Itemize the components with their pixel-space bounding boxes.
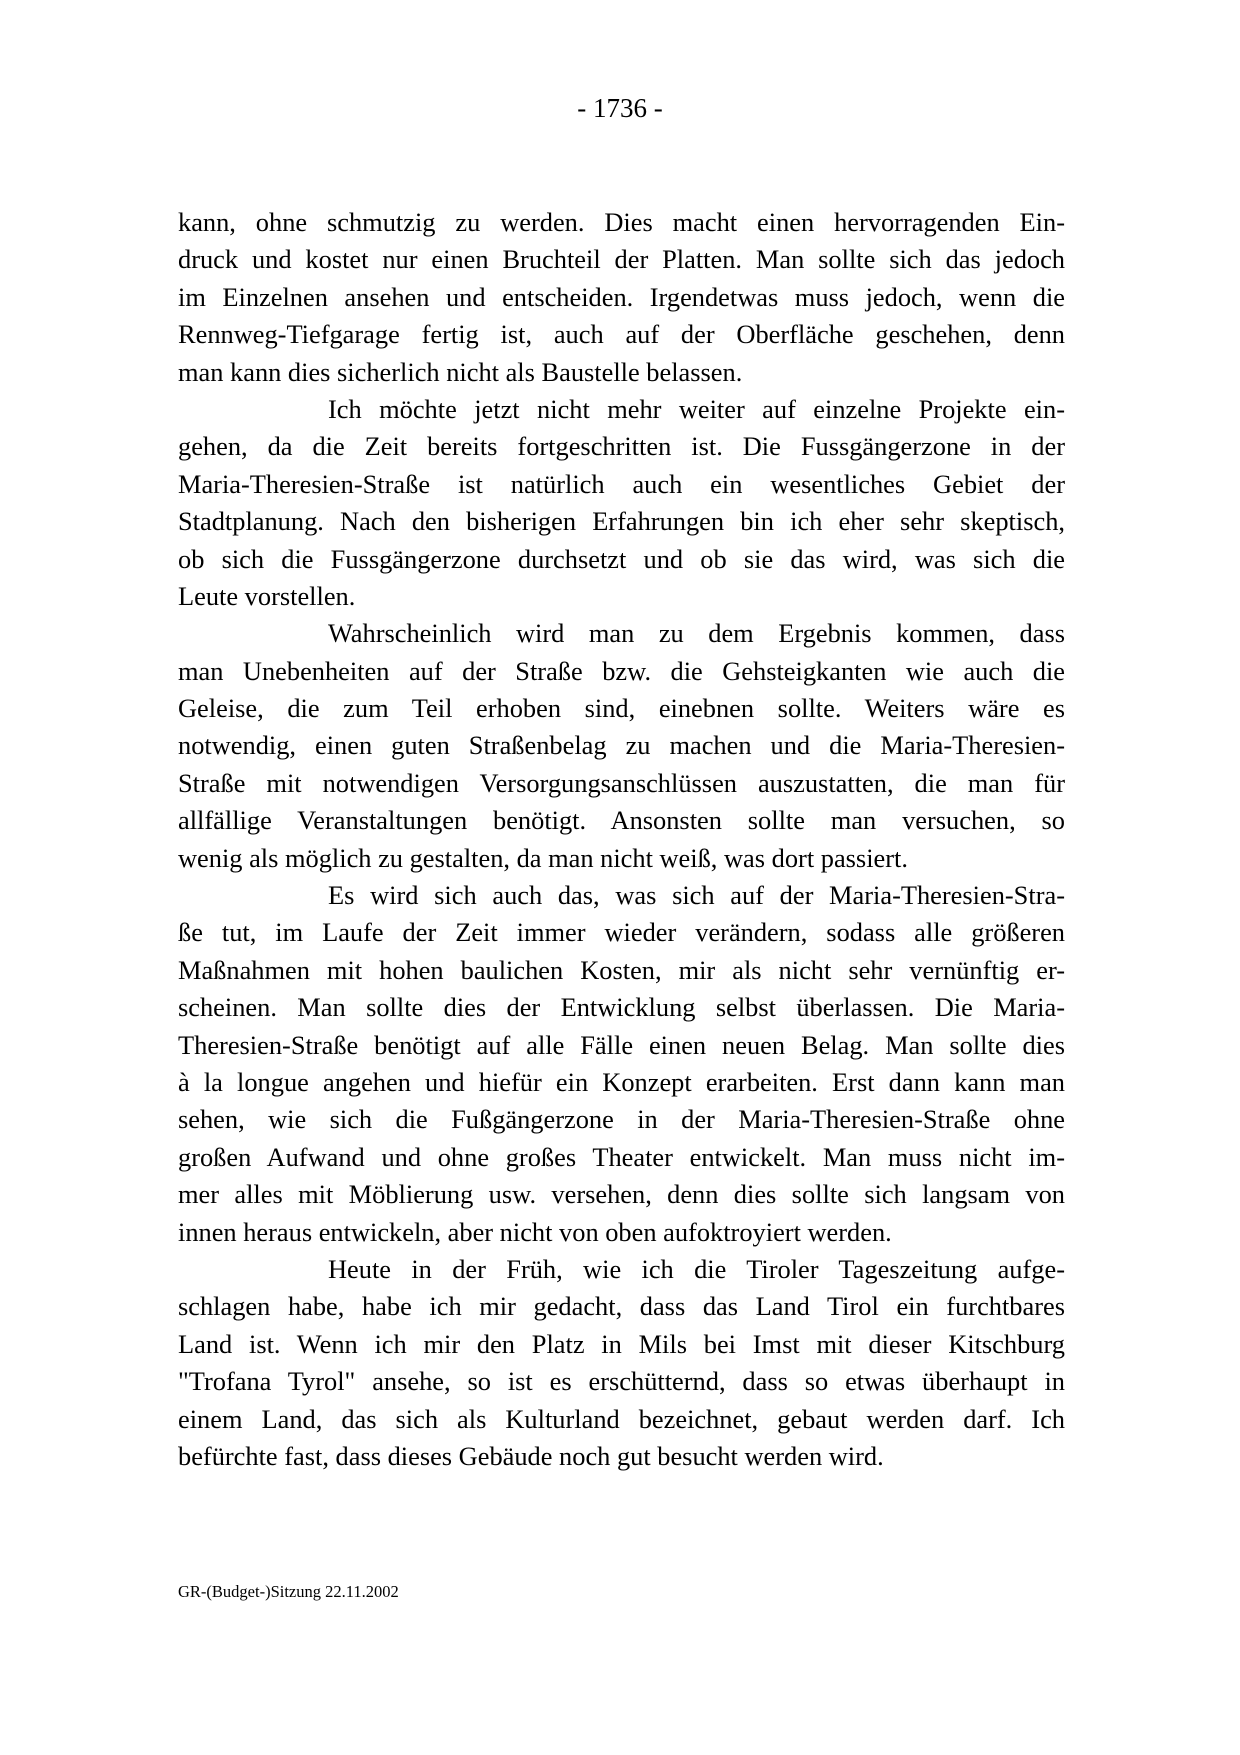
text-line: Leute vorstellen. <box>178 580 356 611</box>
text-line: à la longue angehen und hiefür ein Konzept erarbeiten. Erst dann kann man <box>178 1066 1065 1097</box>
text-line: gehen, da die Zeit bereits fortgeschritten ist. Die Fussgängerzone in der <box>178 431 1065 462</box>
text-line: man Unebenheiten auf der Straße bzw. die Gehsteigkanten wie auch die <box>178 655 1065 686</box>
paragraph-5 <box>178 1251 1065 1475</box>
body-text <box>178 204 1065 1475</box>
paragraph-3 <box>178 615 1065 877</box>
footer-session-label: GR-(Budget-)Sitzung 22.11.2002 <box>178 1582 399 1601</box>
text-line: Wahrscheinlich wird man zu dem Ergebnis kommen, dass <box>328 618 1065 649</box>
text-line: ob sich die Fussgängerzone durchsetzt und ob sie das wird, was sich die <box>178 543 1065 574</box>
text-line: schlagen habe, habe ich mir gedacht, dass das Land Tirol ein furchtbares <box>178 1291 1065 1322</box>
text-line: wenig als möglich zu gestalten, da man nicht weiß, was dort passiert. <box>178 842 908 873</box>
text-line: sehen, wie sich die Fußgängerzone in der Maria-Theresien-Straße ohne <box>178 1104 1065 1135</box>
text-line: Land ist. Wenn ich mir den Platz in Mils bei Imst mit dieser Kitschburg <box>178 1328 1065 1359</box>
text-line: Geleise, die zum Teil erhoben sind, einebnen sollte. Weiters wäre es <box>178 693 1065 724</box>
text-line: im Einzelnen ansehen und entscheiden. Irgendetwas muss jedoch, wenn die <box>178 281 1065 312</box>
text-line: Stadtplanung. Nach den bisherigen Erfahrungen bin ich eher sehr skeptisch, <box>178 506 1065 537</box>
paragraph-4 <box>178 877 1065 1251</box>
text-line: Heute in der Früh, wie ich die Tiroler Tageszeitung aufge- <box>328 1253 1065 1284</box>
text-line: einem Land, das sich als Kulturland bezeichnet, gebaut werden darf. Ich <box>178 1403 1065 1434</box>
text-line: man kann dies sicherlich nicht als Baustelle belassen. <box>178 356 743 387</box>
paragraph-2 <box>178 391 1065 615</box>
text-line: ße tut, im Laufe der Zeit immer wieder verändern, sodass alle größeren <box>178 917 1065 948</box>
text-line: kann, ohne schmutzig zu werden. Dies macht einen hervorragenden Ein- <box>178 207 1065 237</box>
text-line: Rennweg-Tiefgarage fertig ist, auch auf der Oberfläche geschehen, denn <box>178 319 1065 350</box>
text-line: "Trofana Tyrol" ansehe, so ist es erschütternd, dass so etwas überhaupt in <box>178 1366 1065 1397</box>
text-line: Maßnahmen mit hohen baulichen Kosten, mir als nicht sehr vernünftig er- <box>178 954 1065 985</box>
page-number: - 1736 - <box>577 93 663 123</box>
text-line: scheinen. Man sollte dies der Entwicklung selbst überlassen. Die Maria- <box>178 992 1065 1023</box>
text-line: großen Aufwand und ohne großes Theater entwickelt. Man muss nicht im- <box>178 1141 1065 1172</box>
text-line: Ich möchte jetzt nicht mehr weiter auf einzelne Projekte ein- <box>328 393 1065 424</box>
text-line: Theresien-Straße benötigt auf alle Fälle einen neuen Belag. Man sollte dies <box>178 1029 1065 1060</box>
text-line: Straße mit notwendigen Versorgungsanschlüssen auszustatten, die man für <box>178 767 1065 798</box>
paragraph-1 <box>178 204 1065 391</box>
text-line: notwendig, einen guten Straßenbelag zu machen und die Maria-Theresien- <box>178 730 1065 761</box>
text-line: befürchte fast, dass dieses Gebäude noch gut besucht werden wird. <box>178 1440 884 1471</box>
text-line: Es wird sich auch das, was sich auf der Maria-Theresien-Stra- <box>328 880 1065 911</box>
text-line: mer alles mit Möblierung usw. versehen, denn dies sollte sich langsam von <box>178 1179 1065 1210</box>
text-line: allfällige Veranstaltungen benötigt. Ansonsten sollte man versuchen, so <box>178 805 1065 836</box>
text-line: Maria-Theresien-Straße ist natürlich auch ein wesentliches Gebiet der <box>178 468 1065 499</box>
text-line: druck und kostet nur einen Bruchteil der Platten. Man sollte sich das jedoch <box>178 244 1065 275</box>
text-line: innen heraus entwickeln, aber nicht von oben aufoktroyiert werden. <box>178 1216 892 1247</box>
